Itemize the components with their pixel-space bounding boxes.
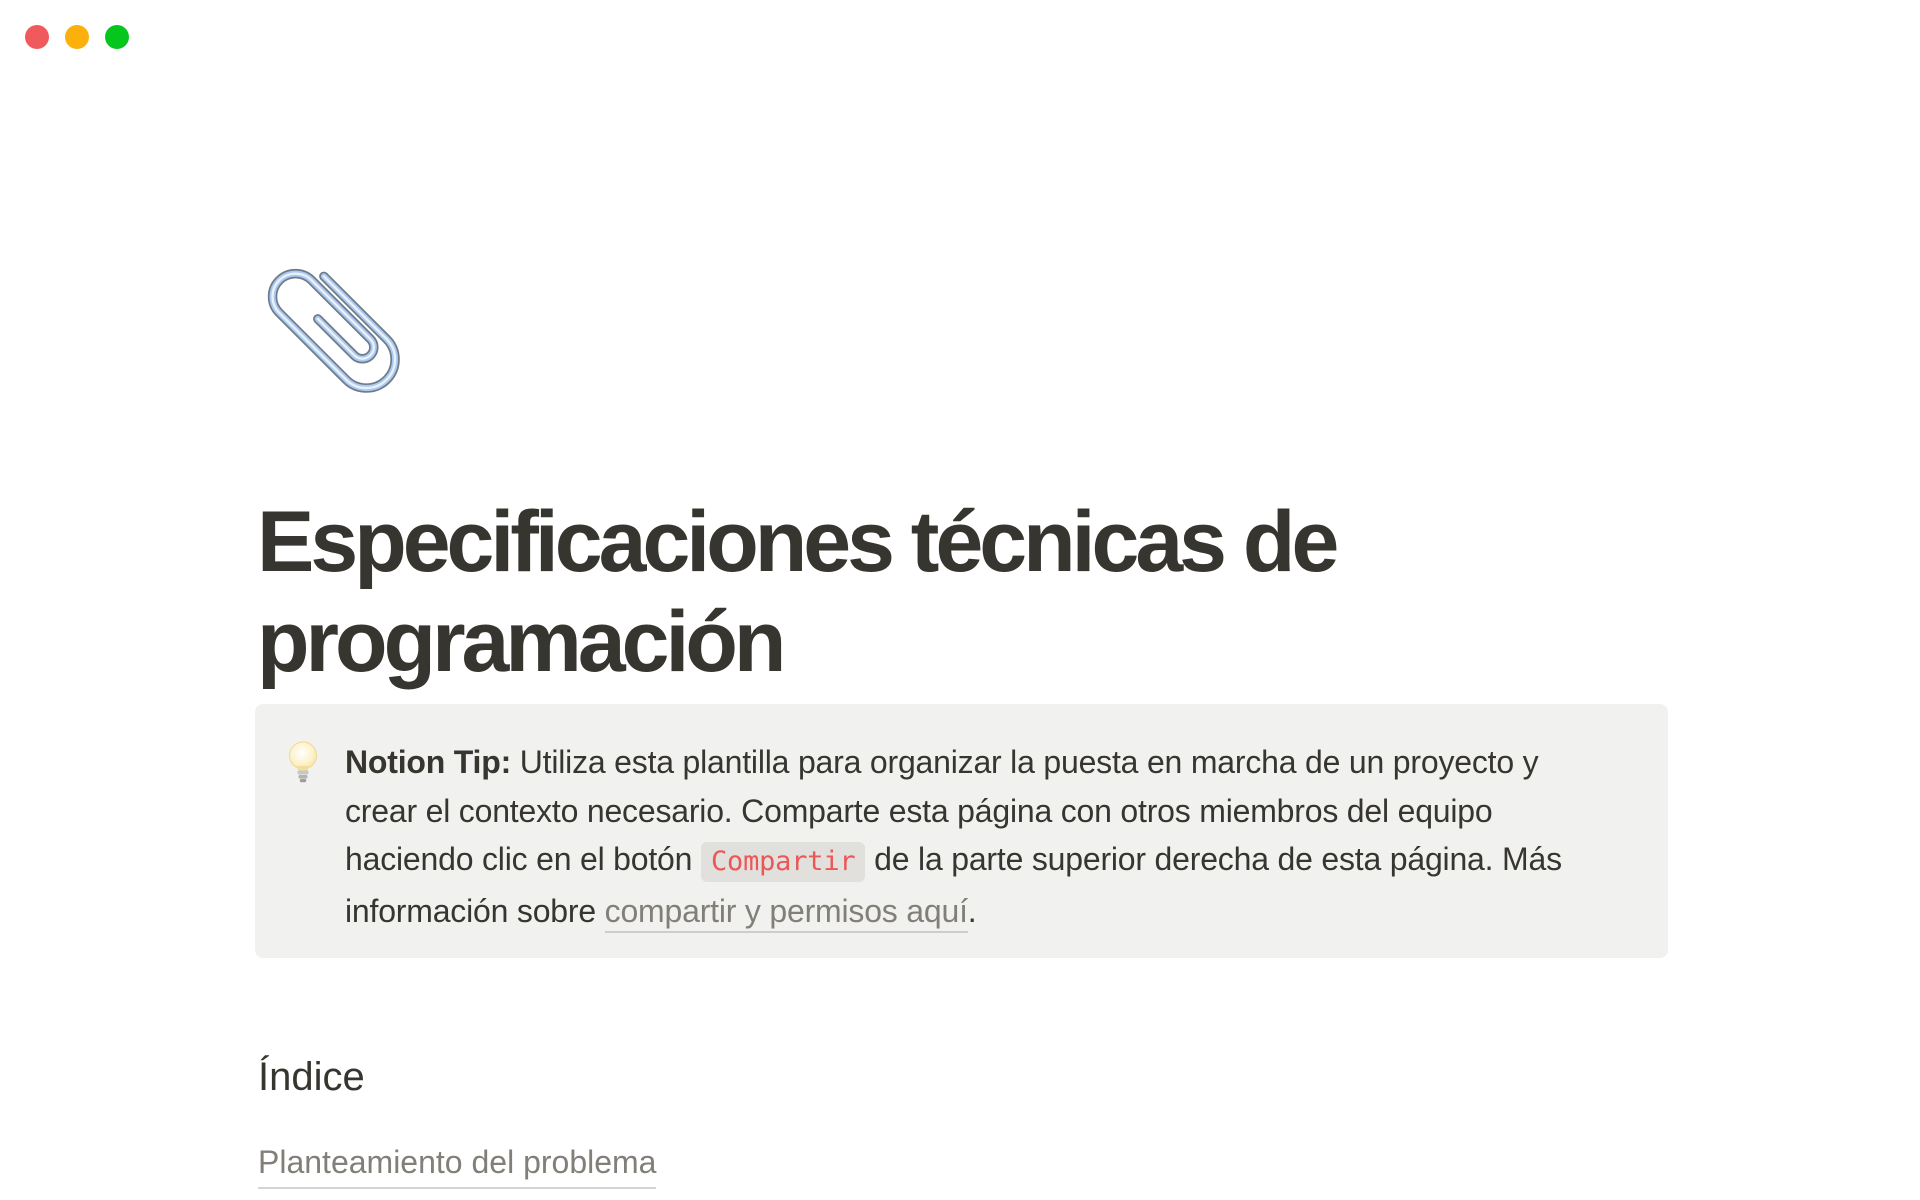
toc-heading: Índice — [258, 1055, 365, 1099]
lightbulb-icon — [287, 741, 321, 787]
callout-text-segment-2: de la parte superior derecha de esta página. Más información sobre — [345, 841, 1562, 929]
minimize-button[interactable] — [65, 25, 89, 49]
paperclip-icon[interactable] — [250, 243, 422, 415]
zoom-button[interactable] — [105, 25, 129, 49]
page-title — [257, 492, 1335, 692]
window-controls — [25, 25, 129, 49]
close-button[interactable] — [25, 25, 49, 49]
notion-tip-callout — [255, 704, 1668, 958]
share-permissions-link[interactable]: compartir y permisos aquí — [605, 893, 968, 933]
toc-link-planteamiento-del-problema[interactable]: Planteamiento del problema — [258, 1144, 656, 1189]
page-title-line-1: Especificaciones técnicas de — [257, 494, 1336, 590]
callout-text-segment-1: Utiliza esta plantilla para organizar la puesta en marcha de un proyecto y crear el contexto necesario. Comparte esta página con otros miembros del equipo haciendo clic en el botón — [345, 744, 1539, 877]
page-title-line-2: programación — [257, 594, 783, 690]
callout-text — [345, 738, 1617, 935]
compartir-code-chip: Compartir — [701, 842, 866, 882]
callout-bold-prefix: Notion Tip: — [345, 744, 512, 780]
callout-text-segment-3: . — [967, 892, 977, 929]
